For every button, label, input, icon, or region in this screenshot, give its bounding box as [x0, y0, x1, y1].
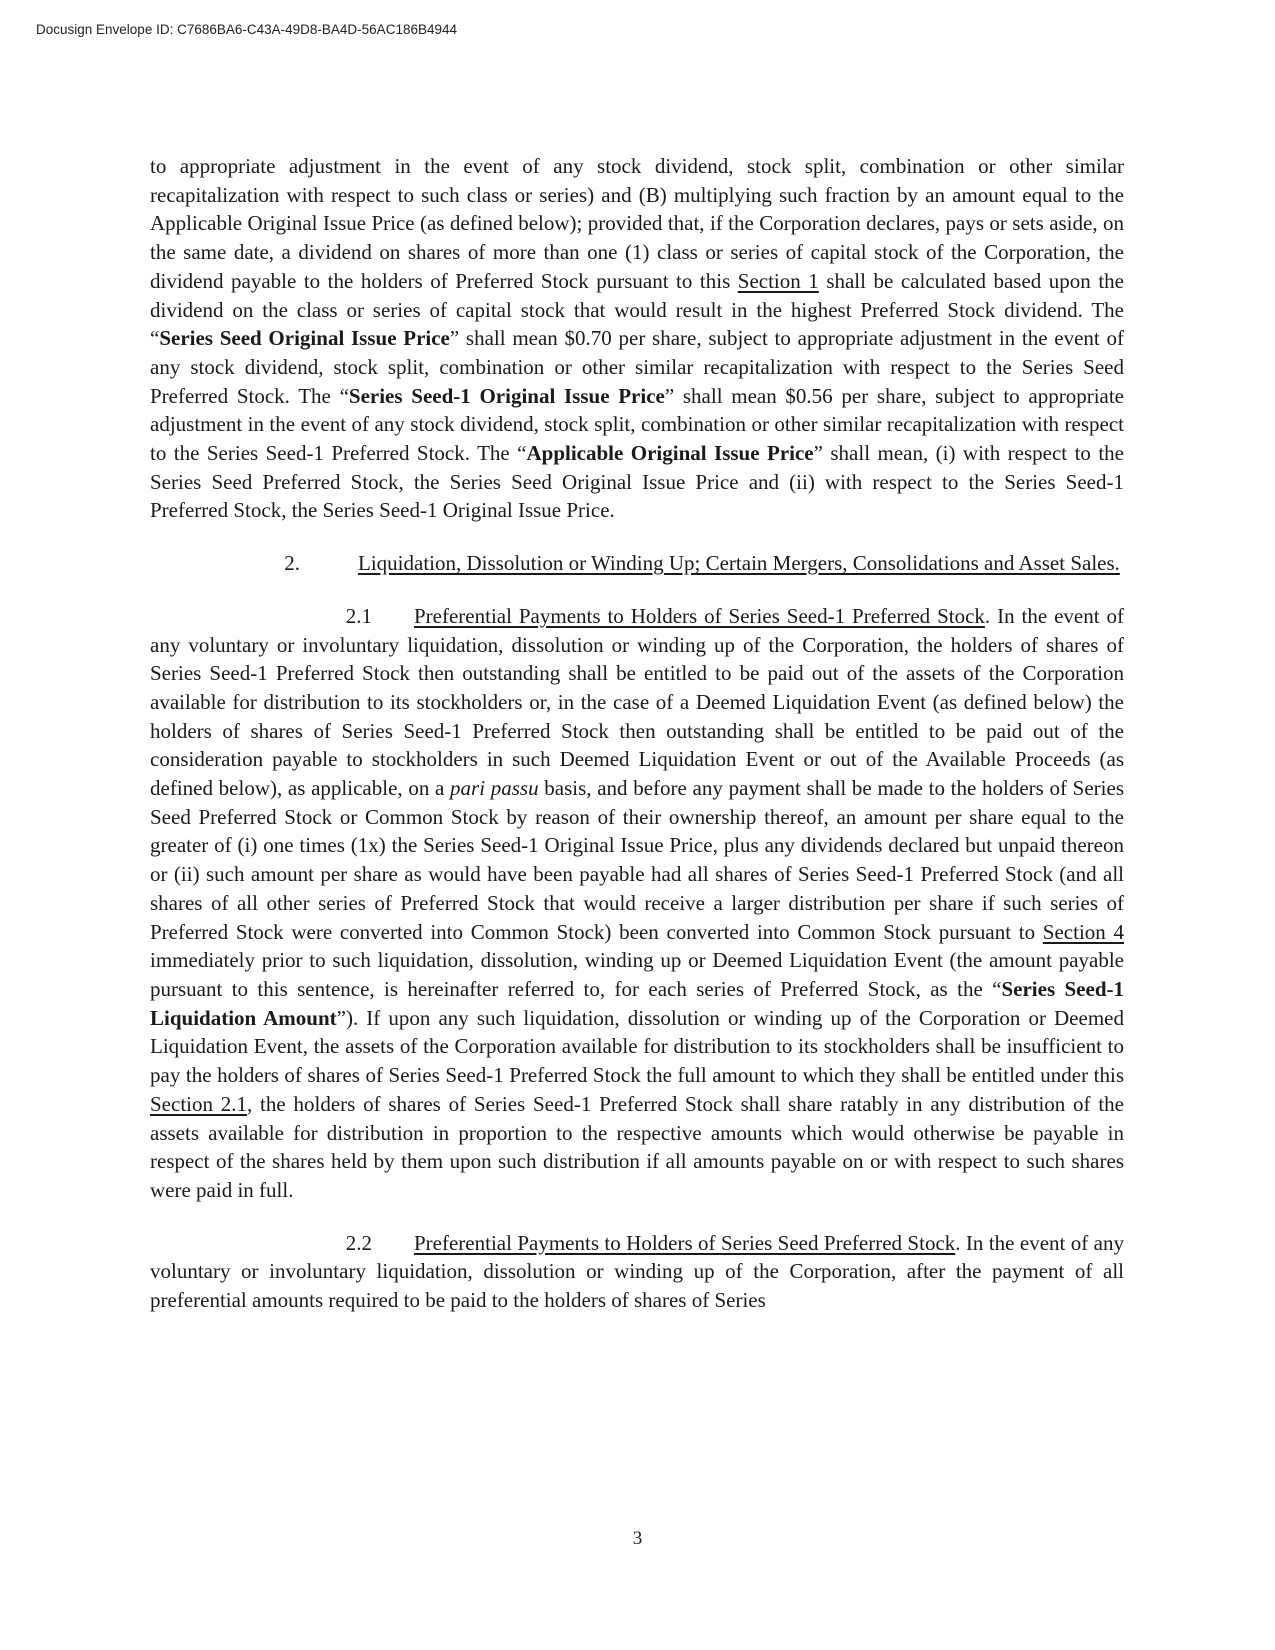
page-number: 3 — [632, 1528, 643, 1549]
text-run: ” shall mean, (i) with respect to the Series Seed Preferred Stock, the Series Seed Original Issue Price and (ii) with respect to the Series Seed-1 Preferred Stock, the Series Seed-1 Original Issue Price. — [150, 441, 1124, 523]
text-run: . — [955, 1230, 961, 1255]
document-body — [150, 152, 1124, 1315]
text-run: ” shall mean $0.56 per share, subject to appropriate adjustment in the event of any stock dividend, stock split, combination or other similar recapitalization with respect to the Series Seed-1 Preferred Stock. The “ — [150, 383, 1125, 466]
section-2-1-reference: Section 2.1 — [150, 1091, 248, 1116]
section-2-1-paragraph — [150, 602, 1124, 1205]
defined-term-liquidation-amount: Series Seed-1 Liquidation Amount — [150, 976, 1124, 1030]
dividend-paragraph — [150, 152, 1124, 525]
text-run: to appropriate adjustment in the event of any stock dividend, stock split, combination or other similar recapitalization with respect to such class or series) and (B) multiplying such fraction by an amount equal to the Applicable Original Issue Price (as defined below); provided that, if the Corporation declares, pays or sets aside, on the same date, a dividend on shares of more than one (1) class or series of capital stock of the Corporation, the dividend payable to the holders of Preferred Stock pursuant to this — [150, 154, 1124, 293]
text-run: In the event of any voluntary or involuntary liquidation, dissolution or winding up of the Corporation, the holders of shares of Series Seed-1 Preferred Stock then outstanding shall be entitled to be paid out of the assets of the Corporation available for distribution to its stockholders or, in the case of a Deemed Liquidation Event (as defined below) the holders of shares of Series Seed-1 Preferred Stock then outstanding shall be entitled to be paid out of the consideration payable to stockholders in such Deemed Liquidation Event or out of the Available Proceeds (as defined below), as applicable, on a — [150, 603, 1124, 801]
defined-term-series-seed-oip: Series Seed Original Issue Price — [159, 326, 450, 351]
section-2-2-number: 2.2 — [345, 1230, 372, 1255]
italic-term: pari passu — [450, 776, 539, 801]
docusign-envelope-id: Docusign Envelope ID: C7686BA6-C43A-49D8-BA4D-56AC186B4944 — [36, 22, 457, 37]
text-run: , the holders of shares of Series Seed-1 Preferred Stock shall share ratably in any distribution of the assets available for distribution in proportion to the respective amounts which would otherwise be payable in respect of the shares held by them upon such distribution if all amounts payable on or with respect to such shares were paid in full. — [150, 1091, 1124, 1202]
section-2-2-title: Preferential Payments to Holders of Series Seed Preferred Stock — [414, 1230, 956, 1255]
section-2-1-title: Preferential Payments to Holders of Series Seed-1 Preferred Stock — [414, 603, 985, 628]
text-run: basis, and before any payment shall be made to the holders of Series Seed Preferred Stock or Common Stock by reason of their ownership thereof, an amount per share equal to the greater of (i) one times (1x) the Series Seed-1 Original Issue Price, plus any dividends declared but unpaid thereon or (ii) such amount per share as would have been payable had all shares of Series Seed-1 Preferred Stock (and all shares of all other series of Preferred Stock that would receive a larger distribution per share if such series of Preferred Stock were converted into Common Stock) been converted into Common Stock pursuant to — [150, 776, 1124, 944]
text-run: shall be calculated based upon the dividend on the class or series of capital stock that would result in the highest Preferred Stock dividend. The “ — [150, 268, 1124, 351]
text-run: ” shall mean $0.70 per share, subject to appropriate adjustment in the event of any stock dividend, stock split, combination or other similar recapitalization with respect to the Series Seed Preferred Stock. The “ — [150, 326, 1124, 408]
defined-term-applicable-oip: Applicable Original Issue Price — [526, 441, 814, 466]
section-2-2-paragraph — [150, 1229, 1124, 1315]
section-1-reference: Section 1 — [737, 268, 819, 293]
section-2-number: 2. — [284, 551, 300, 576]
section-2-title: Liquidation, Dissolution or Winding Up; Certain Mergers, Consolidations and Asset Sales. — [358, 551, 1120, 576]
section-2-1-number: 2.1 — [345, 603, 372, 628]
text-run: . — [984, 603, 991, 628]
section-2-heading — [150, 549, 1124, 578]
section-4-reference: Section 4 — [1042, 919, 1124, 944]
text-run: In the event of any voluntary or involuntary liquidation, dissolution or winding up of the Corporation, after the payment of all preferential amounts required to be paid to the holders of shares of Series — [150, 1230, 1124, 1313]
text-run: immediately prior to such liquidation, dissolution, winding up or Deemed Liquidation Event (the amount payable pursuant to this sentence, is hereinafter referred to, for each series of Preferred Stock, as the “ — [150, 948, 1124, 1001]
text-run: ”). If upon any such liquidation, dissolution or winding up of the Corporation or Deemed Liquidation Event, the assets of the Corporation available for distribution to its stockholders shall be insufficient to pay the holders of shares of Series Seed-1 Preferred Stock the full amount to which they shall be entitled under this — [150, 1005, 1124, 1088]
defined-term-series-seed-1-oip: Series Seed-1 Original Issue Price — [348, 383, 665, 408]
